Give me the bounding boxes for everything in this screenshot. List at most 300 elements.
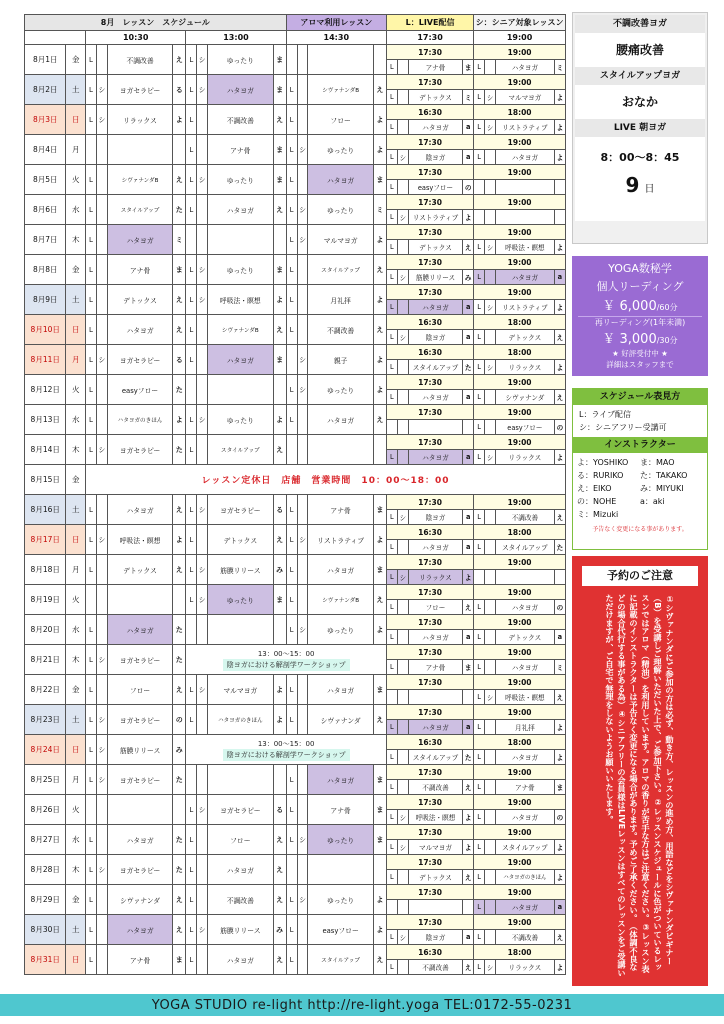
workshop-title[interactable]: 陰ヨガにおける解剖学ワークショップ: [223, 749, 350, 761]
live-flag: L: [86, 675, 97, 705]
live-flag: L: [386, 150, 397, 165]
instructor-code: [463, 690, 474, 705]
senior-flag: [96, 45, 107, 75]
class-name[interactable]: アナ骨: [208, 135, 273, 165]
class-name[interactable]: ハタヨガ: [408, 720, 463, 735]
class-name[interactable]: 呼吸法・瞑想: [408, 810, 463, 825]
class-name[interactable]: easyフロー: [107, 375, 172, 405]
instructor-code: の: [463, 180, 474, 195]
live-flag: L: [386, 810, 397, 825]
date-cell: 8月19日: [25, 585, 66, 615]
class-name[interactable]: [308, 855, 373, 885]
live-flag: L: [86, 735, 97, 765]
class-name[interactable]: マルマヨガ: [495, 90, 554, 105]
senior-legend: シ：シニア対象レッスン: [474, 15, 566, 31]
class-name[interactable]: ゆったり: [208, 165, 273, 195]
senior-flag: [96, 555, 107, 585]
instructor-code: ま: [273, 45, 286, 75]
senior-flag: [96, 885, 107, 915]
date-cell: 8月24日: [25, 735, 66, 765]
class-name[interactable]: [308, 45, 373, 75]
class-name[interactable]: ハタヨガ: [308, 765, 373, 795]
senior-flag: シ: [197, 585, 208, 615]
class-name[interactable]: スタイルアップ: [408, 360, 463, 375]
day-row: [25, 855, 566, 870]
class-name[interactable]: リラックス: [495, 360, 554, 375]
class-name[interactable]: デトックス: [408, 240, 463, 255]
live-flag: L: [286, 945, 297, 975]
live-flag: L: [474, 240, 485, 255]
day-row: [25, 375, 566, 390]
instructor-entry: た：TAKAKO: [640, 471, 688, 480]
class-name[interactable]: [107, 135, 172, 165]
senior-flag: シ: [197, 795, 208, 825]
evening-time: 19:00: [474, 855, 566, 870]
live-flag: L: [186, 345, 197, 375]
class-name[interactable]: リラックス: [495, 450, 554, 465]
class-name[interactable]: ハタヨガ: [107, 915, 172, 945]
evening-time: 17:30: [386, 135, 473, 150]
live-label: LIVE 朝ヨガ: [575, 119, 705, 137]
class-name[interactable]: 不調改善: [208, 105, 273, 135]
senior-flag: シ: [397, 510, 408, 525]
class-name[interactable]: [208, 615, 273, 645]
instructor-code: よ: [554, 300, 565, 315]
class-name[interactable]: 陰ヨガ: [408, 330, 463, 345]
class-name[interactable]: [495, 570, 554, 585]
evening-time: 18:00: [474, 945, 566, 960]
live-flag: L: [186, 675, 197, 705]
class-name[interactable]: シヴァナンダ: [308, 705, 373, 735]
class-name[interactable]: ハタヨガ: [495, 810, 554, 825]
class-name[interactable]: ハタヨガ: [208, 195, 273, 225]
class-name[interactable]: [107, 795, 172, 825]
workshop-title[interactable]: 陰ヨガにおける解剖学ワークショップ: [223, 659, 350, 671]
evening-time: 17:30: [386, 915, 473, 930]
class-name[interactable]: シヴァナンダB: [308, 75, 373, 105]
class-name[interactable]: ハタヨガ: [408, 540, 463, 555]
monthly-themes-panel: [572, 12, 708, 244]
senior-flag: [485, 390, 496, 405]
senior-flag: [197, 315, 208, 345]
class-name[interactable]: ヨガセラピー: [107, 765, 172, 795]
evening-time: 17:30: [386, 555, 473, 570]
instructor-code: [273, 375, 286, 405]
class-name[interactable]: ハタヨガのきほん: [107, 405, 172, 435]
class-name[interactable]: アナ骨: [408, 60, 463, 75]
senior-flag: [397, 780, 408, 795]
class-name[interactable]: ゆったり: [308, 615, 373, 645]
class-name[interactable]: アナ骨: [308, 795, 373, 825]
day-row: [25, 945, 566, 960]
class-name[interactable]: デトックス: [408, 90, 463, 105]
class-name[interactable]: アナ骨: [495, 780, 554, 795]
senior-flag: [96, 165, 107, 195]
class-name[interactable]: ヨガセラピー: [107, 645, 172, 675]
class-name[interactable]: ゆったり: [208, 255, 273, 285]
class-name[interactable]: [408, 420, 463, 435]
day-row: [25, 345, 566, 360]
live-flag: L: [186, 945, 197, 975]
class-name[interactable]: フロー: [208, 825, 273, 855]
class-name[interactable]: [107, 585, 172, 615]
weekday-cell: 木: [66, 435, 86, 465]
class-name[interactable]: [495, 180, 554, 195]
class-name[interactable]: シヴァナンダ: [495, 390, 554, 405]
class-name[interactable]: シヴァナンダB: [107, 165, 172, 195]
class-name[interactable]: ゆったり: [308, 825, 373, 855]
senior-flag: シ: [197, 165, 208, 195]
class-name[interactable]: マルマヨガ: [308, 225, 373, 255]
senior-flag: [397, 660, 408, 675]
class-name[interactable]: 月礼拝: [495, 720, 554, 735]
senior-flag: [485, 270, 496, 285]
class-name[interactable]: デトックス: [408, 870, 463, 885]
class-name[interactable]: 親子: [308, 345, 373, 375]
live-flag: L: [186, 255, 197, 285]
senior-flag: シ: [297, 195, 308, 225]
instructor-code: よ: [373, 915, 386, 945]
instructor-code: た: [173, 825, 186, 855]
instructor-code: よ: [373, 885, 386, 915]
class-name[interactable]: ハタヨガ: [408, 120, 463, 135]
live-flag: L: [386, 240, 397, 255]
evening-time: 19:00: [474, 405, 566, 420]
instructor-code: [463, 420, 474, 435]
live-flag: L: [86, 825, 97, 855]
live-flag: L: [86, 45, 97, 75]
class-name[interactable]: 不調改善: [308, 315, 373, 345]
date-cell: 8月1日: [25, 45, 66, 75]
class-name[interactable]: [408, 690, 463, 705]
class-name[interactable]: ヨガセラピー: [208, 795, 273, 825]
evening-time: 17:30: [386, 75, 473, 90]
class-name[interactable]: ハタヨガ: [308, 555, 373, 585]
class-name[interactable]: 呼吸法・瞑想: [107, 525, 172, 555]
promo-reread: 再リーディング(1年未満): [578, 316, 702, 328]
instructor-code: a: [554, 270, 565, 285]
live-flag: L: [474, 60, 485, 75]
live-flag: L: [474, 690, 485, 705]
live-flag: L: [86, 945, 97, 975]
class-name[interactable]: ハタヨガ: [107, 315, 172, 345]
class-name[interactable]: 不調改善: [495, 930, 554, 945]
class-name[interactable]: [308, 435, 373, 465]
class-name[interactable]: リラックス: [495, 960, 554, 975]
weekday-cell: 金: [66, 465, 86, 495]
class-name[interactable]: アナ骨: [308, 495, 373, 525]
instructor-code: よ: [373, 225, 386, 255]
class-name[interactable]: ハタヨガのきほん: [208, 705, 273, 735]
senior-flag: シ: [485, 300, 496, 315]
class-name[interactable]: easyフロー: [495, 420, 554, 435]
senior-flag: [397, 180, 408, 195]
class-name[interactable]: ハタヨガ: [107, 615, 172, 645]
class-name[interactable]: ハタヨガのきほん: [495, 870, 554, 885]
class-name[interactable]: マルマヨガ: [208, 675, 273, 705]
class-name[interactable]: ハタヨガ: [308, 675, 373, 705]
class-name[interactable]: ハタヨガ: [208, 345, 273, 375]
class-name[interactable]: ハタヨガ: [107, 495, 172, 525]
senior-flag: シ: [485, 90, 496, 105]
class-name[interactable]: リストラティブ: [408, 210, 463, 225]
class-name[interactable]: 不調改善: [208, 885, 273, 915]
live-flag: L: [86, 885, 97, 915]
class-name[interactable]: [208, 225, 273, 255]
class-name[interactable]: 不調改善: [408, 960, 463, 975]
weekday-cell: 火: [66, 585, 86, 615]
class-name[interactable]: ヨガセラピー: [208, 495, 273, 525]
live-flag: L: [474, 810, 485, 825]
instructor-code: a: [463, 540, 474, 555]
senior-flag: シ: [485, 240, 496, 255]
senior-flag: シ: [397, 210, 408, 225]
senior-flag: [96, 195, 107, 225]
class-name[interactable]: ハタヨガ: [208, 855, 273, 885]
live-flag: L: [474, 390, 485, 405]
class-name[interactable]: ゆったり: [308, 135, 373, 165]
senior-flag: [96, 315, 107, 345]
instructor-code: a: [463, 120, 474, 135]
instructor-code: え: [173, 45, 186, 75]
date-cell: 8月4日: [25, 135, 66, 165]
live-flag: L: [474, 840, 485, 855]
weekday-cell: 月: [66, 765, 86, 795]
class-name[interactable]: 筋膜リリース: [408, 270, 463, 285]
class-name[interactable]: 月礼拝: [308, 285, 373, 315]
senior-flag: [397, 60, 408, 75]
date-cell: 8月8日: [25, 255, 66, 285]
live-flag: [186, 225, 197, 255]
class-name[interactable]: アナ骨: [107, 255, 172, 285]
class-name[interactable]: ハタヨガ: [495, 150, 554, 165]
class-name[interactable]: ハタヨガ: [308, 405, 373, 435]
live-flag: L: [186, 885, 197, 915]
class-name[interactable]: デトックス: [107, 555, 172, 585]
live-flag: L: [474, 420, 485, 435]
instructor-code: ま: [173, 945, 186, 975]
evening-time: 19:00: [474, 825, 566, 840]
class-name[interactable]: ヨガセラピー: [107, 345, 172, 375]
instructor-code: る: [273, 495, 286, 525]
class-name[interactable]: 陰ヨガ: [408, 150, 463, 165]
class-name[interactable]: ハタヨガ: [495, 270, 554, 285]
senior-flag: シ: [197, 555, 208, 585]
class-name[interactable]: フロー: [408, 600, 463, 615]
live-flag: [186, 375, 197, 405]
class-name[interactable]: [495, 210, 554, 225]
instructor-code: a: [463, 930, 474, 945]
class-name[interactable]: 呼吸法・瞑想: [208, 285, 273, 315]
class-name[interactable]: シヴァナンダB: [208, 315, 273, 345]
live-flag: L: [474, 900, 485, 915]
class-name[interactable]: デトックス: [107, 285, 172, 315]
live-flag: L: [86, 615, 97, 645]
class-name[interactable]: ハタヨガ: [495, 60, 554, 75]
senior-flag: [297, 945, 308, 975]
class-name[interactable]: シヴァナンダ: [107, 885, 172, 915]
class-name[interactable]: スタイルアップ: [208, 435, 273, 465]
live-flag: L: [86, 525, 97, 555]
class-name[interactable]: ヨガセラピー: [107, 435, 172, 465]
class-name[interactable]: ゆったり: [308, 375, 373, 405]
class-name[interactable]: ゆったり: [308, 885, 373, 915]
class-name[interactable]: 不調改善: [408, 780, 463, 795]
instructor-code: み: [273, 915, 286, 945]
senior-flag: シ: [297, 525, 308, 555]
class-name[interactable]: ヨガセラピー: [107, 855, 172, 885]
instructor-code: え: [173, 495, 186, 525]
live-flag: L: [286, 705, 297, 735]
class-name[interactable]: 不調改善: [107, 45, 172, 75]
class-name[interactable]: ハタヨガ: [107, 225, 172, 255]
class-name[interactable]: ハタヨガ: [495, 750, 554, 765]
evening-time: 17:30: [386, 615, 473, 630]
class-name[interactable]: リラックス: [408, 570, 463, 585]
class-name[interactable]: アナ骨: [107, 945, 172, 975]
class-name[interactable]: [208, 375, 273, 405]
class-name[interactable]: ハタヨガ: [308, 165, 373, 195]
instructor-code: よ: [463, 210, 474, 225]
live-flag: L: [286, 195, 297, 225]
senior-flag: [397, 900, 408, 915]
class-name[interactable]: シヴァナンダB: [308, 585, 373, 615]
numerology-promo: [572, 256, 708, 376]
class-name[interactable]: スタイルアップ: [107, 195, 172, 225]
instructor-code: ま: [273, 75, 286, 105]
class-name[interactable]: easyフロー: [408, 180, 463, 195]
class-name[interactable]: 筋膜リリース: [107, 735, 172, 765]
instructor-code: え: [554, 330, 565, 345]
live-flag: L: [474, 150, 485, 165]
live-flag: L: [186, 495, 197, 525]
live-flag: L: [386, 630, 397, 645]
class-name[interactable]: ゆったり: [308, 195, 373, 225]
class-name[interactable]: ヨガセラピー: [107, 705, 172, 735]
class-name[interactable]: リラックス: [107, 105, 172, 135]
live-flag: L: [86, 705, 97, 735]
instructor-code: ま: [173, 255, 186, 285]
class-name[interactable]: 不調改善: [495, 510, 554, 525]
live-flag: L: [386, 570, 397, 585]
date-cell: 8月26日: [25, 795, 66, 825]
workshop-cell: [186, 735, 387, 765]
class-name[interactable]: ハタヨガ: [208, 75, 273, 105]
class-name[interactable]: デトックス: [495, 330, 554, 345]
class-name[interactable]: リストラティブ: [495, 300, 554, 315]
instructor-code: え: [173, 885, 186, 915]
date-cell: 8月17日: [25, 525, 66, 555]
senior-flag: [197, 345, 208, 375]
class-name[interactable]: easyフロー: [308, 915, 373, 945]
live-flag: L: [474, 330, 485, 345]
senior-flag: シ: [297, 375, 308, 405]
class-name[interactable]: [408, 900, 463, 915]
class-name[interactable]: スタイルアップ: [495, 540, 554, 555]
class-name[interactable]: ハタヨガ: [495, 900, 554, 915]
class-name[interactable]: ゆったり: [208, 45, 273, 75]
class-name[interactable]: 筋膜リリース: [208, 915, 273, 945]
evening-time: 19:00: [474, 285, 566, 300]
class-name[interactable]: ヨガセラピー: [107, 75, 172, 105]
live-flag: L: [286, 765, 297, 795]
class-name[interactable]: 陰ヨガ: [408, 510, 463, 525]
class-name[interactable]: ハタヨガ: [107, 825, 172, 855]
class-name[interactable]: スタイルアップ: [408, 750, 463, 765]
senior-flag: シ: [297, 615, 308, 645]
live-flag: L: [474, 120, 485, 135]
day-row: [25, 765, 566, 780]
instructor-code: た: [173, 435, 186, 465]
live-flag: [286, 435, 297, 465]
senior-flag: [485, 540, 496, 555]
promo-title: YOGA数秘学: [608, 262, 672, 275]
promo-star: ★ 好評受付中 ★: [612, 349, 668, 358]
instructor-code: よ: [273, 705, 286, 735]
class-name[interactable]: ゆったり: [208, 405, 273, 435]
date-cell: 8月6日: [25, 195, 66, 225]
class-name[interactable]: [208, 765, 273, 795]
class-name[interactable]: デトックス: [495, 630, 554, 645]
live-flag: L: [186, 435, 197, 465]
class-name[interactable]: デトックス: [208, 525, 273, 555]
instructor-entry: み：MIYUKI: [640, 484, 684, 493]
instructor-code: よ: [373, 525, 386, 555]
date-cell: 8月5日: [25, 165, 66, 195]
evening-time: 17:30: [386, 495, 473, 510]
live-flag: L: [474, 660, 485, 675]
class-name[interactable]: 筋膜リリース: [208, 555, 273, 585]
class-name[interactable]: 呼吸法・瞑想: [495, 690, 554, 705]
class-name[interactable]: スタイルアップ: [308, 255, 373, 285]
class-name[interactable]: アナ骨: [408, 660, 463, 675]
class-name[interactable]: ゆったり: [208, 585, 273, 615]
class-name[interactable]: ハタヨガ: [495, 660, 554, 675]
class-name[interactable]: ハタヨガ: [408, 450, 463, 465]
class-name[interactable]: マルマヨガ: [408, 840, 463, 855]
senior-flag: [485, 840, 496, 855]
class-name[interactable]: ハタヨガ: [495, 600, 554, 615]
live-flag: L: [286, 825, 297, 855]
class-name[interactable]: 陰ヨガ: [408, 930, 463, 945]
class-name[interactable]: リストラティブ: [308, 525, 373, 555]
instructor-code: よ: [373, 345, 386, 375]
class-name[interactable]: ハタヨガ: [208, 945, 273, 975]
senior-flag: [485, 900, 496, 915]
class-name[interactable]: ハタヨガ: [408, 630, 463, 645]
live-flag: L: [186, 795, 197, 825]
time-header-blank: [25, 31, 86, 45]
class-name[interactable]: スタイルアップ: [308, 945, 373, 975]
class-name[interactable]: 呼吸法・瞑想: [495, 240, 554, 255]
senior-flag: シ: [96, 705, 107, 735]
class-name[interactable]: フロー: [308, 105, 373, 135]
instructor-code: え: [173, 165, 186, 195]
evening-time: 17:30: [386, 405, 473, 420]
class-name[interactable]: ハタヨガ: [408, 300, 463, 315]
class-name[interactable]: フロー: [107, 675, 172, 705]
instructor-code: ま: [373, 555, 386, 585]
instructor-code: [463, 900, 474, 915]
live-flag: L: [86, 255, 97, 285]
class-name[interactable]: スタイルアップ: [495, 840, 554, 855]
class-name[interactable]: ハタヨガ: [408, 390, 463, 405]
weekday-cell: 土: [66, 285, 86, 315]
date-cell: 8月29日: [25, 885, 66, 915]
senior-flag: [197, 945, 208, 975]
instructor-code: ま: [373, 165, 386, 195]
class-name[interactable]: リストラティブ: [495, 120, 554, 135]
